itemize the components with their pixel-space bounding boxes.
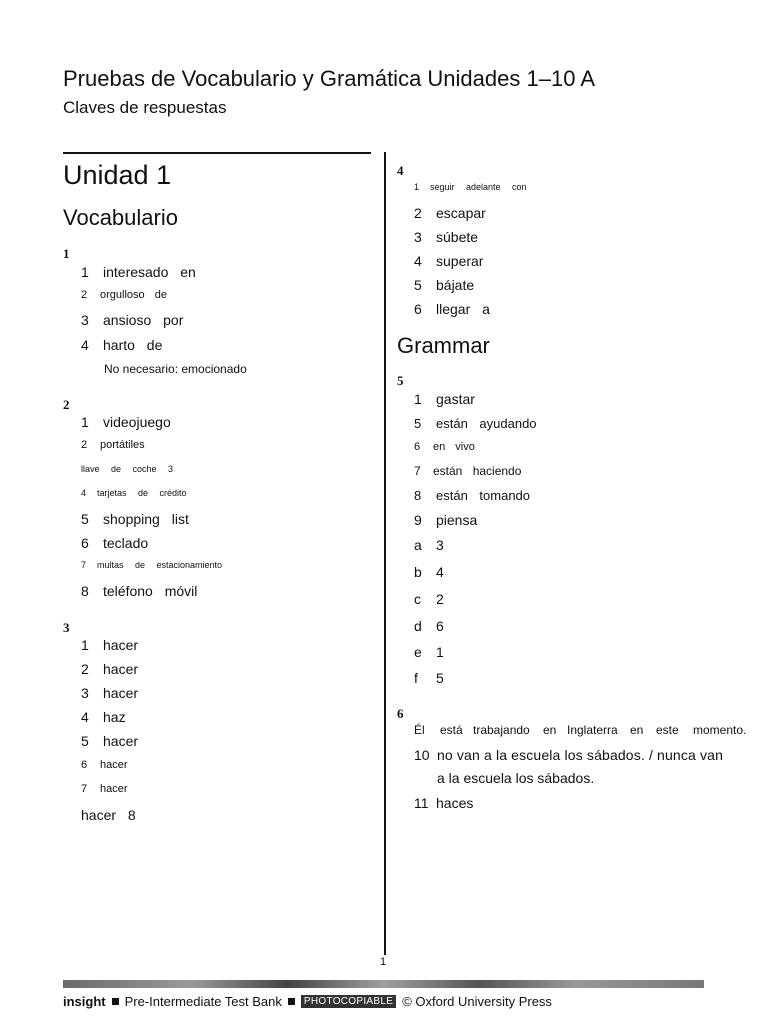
item-number: 3: [414, 229, 422, 245]
item-number: 7: [414, 464, 421, 478]
answer-word: momento.: [693, 723, 747, 737]
item-number: 4: [81, 337, 89, 353]
unit-heading: Unidad 1: [63, 160, 172, 190]
answer-item: [414, 644, 444, 660]
item-text: 5: [436, 670, 444, 686]
item-number: 5: [81, 511, 89, 527]
answer-item: [81, 685, 138, 701]
answer-item: [81, 289, 167, 301]
answer-item: [81, 488, 187, 498]
answer-item: [414, 464, 521, 478]
item-number: 5: [81, 733, 89, 749]
item-number: 1: [414, 391, 422, 407]
question-number-3: 3: [63, 620, 70, 635]
item-number: 4: [414, 253, 422, 269]
answer-word: en: [543, 723, 557, 737]
answer-item: [81, 264, 196, 280]
item-text: no van a la escuela los sábados. / nunca van: [437, 747, 724, 763]
answer-item: [81, 583, 197, 599]
item-number: d: [414, 618, 422, 634]
item-number: 2: [81, 289, 88, 301]
answer-item: [81, 783, 128, 795]
footer-publisher: © Oxford University Press: [402, 994, 552, 1009]
answer-item: [414, 441, 475, 453]
item-text: llave de coche 3: [81, 464, 174, 474]
item-number: 7: [81, 560, 87, 570]
answer-item: [81, 661, 138, 677]
item-number: 10: [414, 747, 430, 763]
answer-item: [414, 488, 530, 503]
answer-item: [414, 747, 723, 763]
item-number: 8: [414, 488, 422, 503]
item-number: 8: [81, 583, 89, 599]
item-text: interesado en: [103, 264, 196, 280]
item-number: 1: [81, 264, 89, 280]
item-text: en vivo: [433, 441, 475, 453]
left-column-top-rule: [63, 152, 371, 154]
item-number: 11: [414, 795, 429, 811]
answer-item: [414, 205, 486, 221]
item-number: 6: [414, 441, 421, 453]
item-text: gastar: [436, 391, 475, 407]
item-text: llegar a: [436, 301, 490, 317]
answer-item-continuation: a la escuela los sábados.: [437, 770, 595, 786]
item-text: 1: [436, 644, 444, 660]
answer-item: [414, 391, 475, 407]
document-title: Pruebas de Vocabulario y Gramática Unidades 1–10 A: [63, 66, 595, 91]
answer-word: este: [656, 723, 679, 737]
answer-word: en: [630, 723, 644, 737]
item-text: hacer: [103, 661, 139, 677]
answer-item: [414, 591, 444, 607]
item-number: 2: [81, 661, 89, 677]
item-text: orgulloso de: [100, 289, 167, 301]
answer-item: [414, 182, 527, 192]
answer-item: [414, 229, 478, 245]
item-text: están haciendo: [433, 464, 522, 478]
item-text: tarjetas de crédito: [97, 488, 187, 498]
answer-item: [81, 759, 128, 771]
answer-item: [414, 277, 474, 293]
item-text: harto de: [103, 337, 163, 353]
answer-item: [81, 560, 222, 570]
item-text: escapar: [436, 205, 486, 221]
item-text: haz: [103, 709, 126, 725]
answer-item: [414, 670, 444, 686]
item-number: 2: [81, 439, 88, 451]
item-number: 3: [81, 685, 89, 701]
question-number-5: 5: [397, 373, 404, 388]
answer-item: [81, 511, 189, 527]
item-text: están tomando: [436, 488, 531, 503]
page-number: 1: [380, 956, 387, 968]
item-text: teléfono móvil: [103, 583, 198, 599]
item-text: 6: [436, 618, 444, 634]
answer-item: [81, 535, 148, 551]
item-text: hacer: [103, 637, 139, 653]
item-text: 2: [436, 591, 444, 607]
item-text: videojuego: [103, 414, 171, 430]
answer-word: Él: [414, 723, 425, 737]
item-text: súbete: [436, 229, 479, 245]
item-text: shopping list: [103, 511, 189, 527]
answer-item: [414, 618, 444, 634]
item-number: 7: [81, 783, 88, 795]
item-text: portátiles: [100, 439, 145, 451]
column-divider: [384, 152, 386, 955]
item-text: piensa: [436, 512, 478, 528]
footer: [63, 994, 552, 1009]
answer-item: [414, 416, 537, 431]
item-text: multas de estacionamiento: [97, 560, 223, 570]
item-text: 3: [436, 537, 444, 553]
item-text: están ayudando: [436, 416, 537, 431]
item-text: seguir adelante con: [430, 182, 527, 192]
answer-item: [81, 439, 145, 451]
question-number-2: 2: [63, 397, 70, 412]
item-number: 4: [81, 488, 87, 498]
grammar-heading: Grammar: [397, 333, 490, 358]
item-text: hacer: [100, 783, 128, 795]
footer-band: [63, 980, 704, 988]
document-subtitle: Claves de respuestas: [63, 98, 227, 117]
square-bullet-icon: [288, 998, 295, 1005]
item-text: teclado: [103, 535, 149, 551]
answer-word: está: [440, 723, 463, 737]
footer-series: Pre-Intermediate Test Bank: [124, 994, 282, 1009]
item-text: ansioso por: [103, 312, 184, 328]
answer-item: [81, 709, 126, 725]
item-number: 1: [81, 414, 89, 430]
answer-item: [81, 637, 138, 653]
item-number: 6: [81, 535, 89, 551]
item-number: c: [414, 591, 421, 607]
answer-word: Inglaterra: [567, 723, 618, 737]
question-number-1: 1: [63, 246, 70, 261]
item-number: 3: [81, 312, 89, 328]
answer-item: [81, 733, 138, 749]
question-number-4: 4: [397, 163, 404, 178]
answer-item: [414, 301, 490, 317]
answer-item: [81, 464, 173, 474]
item-number: 1: [81, 637, 89, 653]
item-text: bájate: [436, 277, 475, 293]
item-number: 6: [81, 759, 88, 771]
vocabulary-heading: Vocabulario: [63, 205, 178, 230]
answer-item: [81, 807, 136, 823]
item-number: a: [414, 537, 422, 553]
item-number: 6: [414, 301, 422, 317]
item-number: f: [414, 670, 418, 686]
answer-item: [414, 795, 473, 811]
item-number: b: [414, 564, 422, 580]
answer-note: No necesario: emocionado: [104, 362, 247, 376]
answer-item: [81, 312, 183, 328]
item-text: hacer: [103, 733, 139, 749]
photocopiable-badge: PHOTOCOPIABLE: [301, 995, 396, 1008]
item-text: hacer: [103, 685, 139, 701]
item-number: 4: [81, 709, 89, 725]
footer-brand: insight: [63, 994, 106, 1009]
item-text: superar: [436, 253, 484, 269]
item-number: 1: [414, 182, 420, 192]
answer-item: [414, 537, 444, 553]
question-number-6: 6: [397, 706, 404, 721]
answer-item: [414, 253, 483, 269]
answer-item: [81, 337, 162, 353]
item-number: e: [414, 644, 422, 660]
answer-word: trabajando: [473, 723, 530, 737]
answer-item: [81, 414, 171, 430]
item-text: haces: [436, 795, 474, 811]
item-number: 9: [414, 512, 422, 528]
item-number: 2: [414, 205, 422, 221]
square-bullet-icon: [112, 998, 119, 1005]
answer-item: [414, 564, 444, 580]
item-text: 4: [436, 564, 444, 580]
answer-item: [414, 512, 477, 528]
item-text: hacer: [100, 759, 128, 771]
item-number: 5: [414, 416, 422, 431]
item-number: 5: [414, 277, 422, 293]
item-text: hacer 8: [81, 807, 136, 823]
